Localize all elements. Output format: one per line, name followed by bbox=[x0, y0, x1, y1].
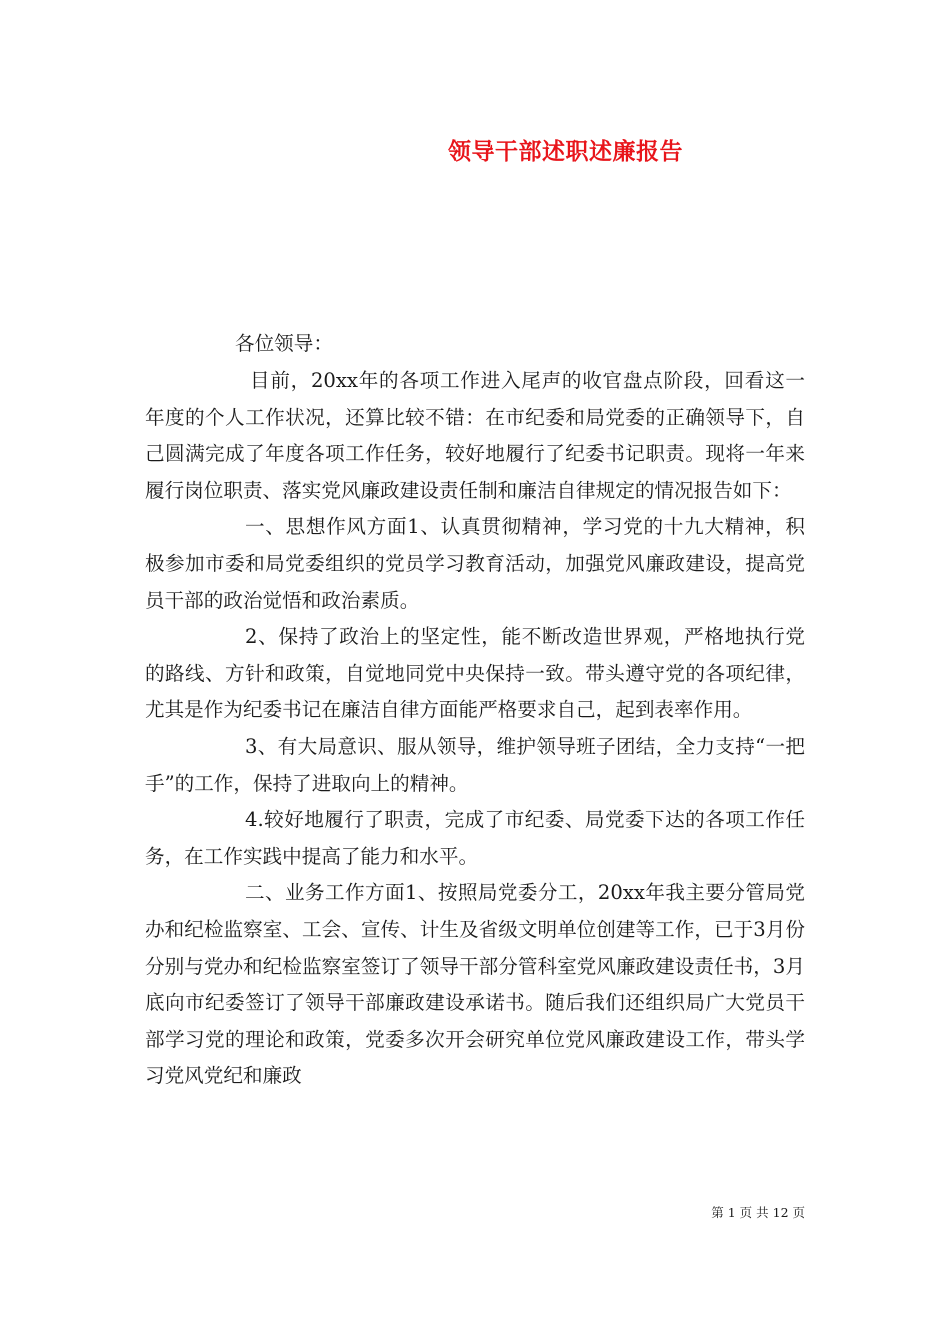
document-body bbox=[145, 363, 805, 1095]
paragraph: 3、有大局意识、服从领导，维护领导班子团结，全力支持“一把手”的工作，保持了进取向上的精神。 bbox=[145, 734, 805, 795]
page-number-footer: 第 1 页 共 12 页 bbox=[711, 1205, 805, 1220]
paragraph: 4.较好地履行了职责，完成了市纪委、局党委下达的各项工作任务，在工作实践中提高了能力和水平。 bbox=[145, 808, 805, 868]
paragraph: 一、思想作风方面1、认真贯彻精神，学习党的十九大精神，积极参加市委和局党委组织的党员学习教育活动，加强党风廉政建设，提高党员干部的政治觉悟和政治素质。 bbox=[145, 515, 805, 612]
paragraph: 2、保持了政治上的坚定性，能不断改造世界观，严格地执行党的路线、方针和政策，自觉地同党中央保持一致。带头遵守党的各项纪律，尤其是作为纪委书记在廉洁自律方面能严格要求自己，起到表率作用。 bbox=[145, 625, 805, 722]
paragraph: 目前，20xx年的各项工作进入尾声的收官盘点阶段，回看这一年度的个人工作状况，还算比较不错：在市纪委和局党委的正确领导下，自己圆满完成了年度各项工作任务，较好地履行了纪委书记职责。现将一年来履行岗位职责、落实党风廉政建设责任制和廉洁自律规定的情况报告如下： bbox=[145, 369, 805, 502]
document-title: 领导干部述职述廉报告 bbox=[448, 138, 683, 165]
paragraph: 二、业务工作方面1、按照局党委分工，20xx年我主要分管局党办和纪检监察室、工会、宣传、计生及省级文明单位创建等工作，已于3月份分别与党办和纪检监察室签订了领导干部分管科室党风廉政建设责任书，3月底向市纪委签订了领导干部廉政建设承诺书。随后我们还组织局广大党员干部学习党的理论和政策，党委多次开会研究单位党风廉政建设工作，带头学习党风党纪和廉政 bbox=[145, 881, 805, 1088]
salutation: 各位领导： bbox=[235, 332, 333, 355]
